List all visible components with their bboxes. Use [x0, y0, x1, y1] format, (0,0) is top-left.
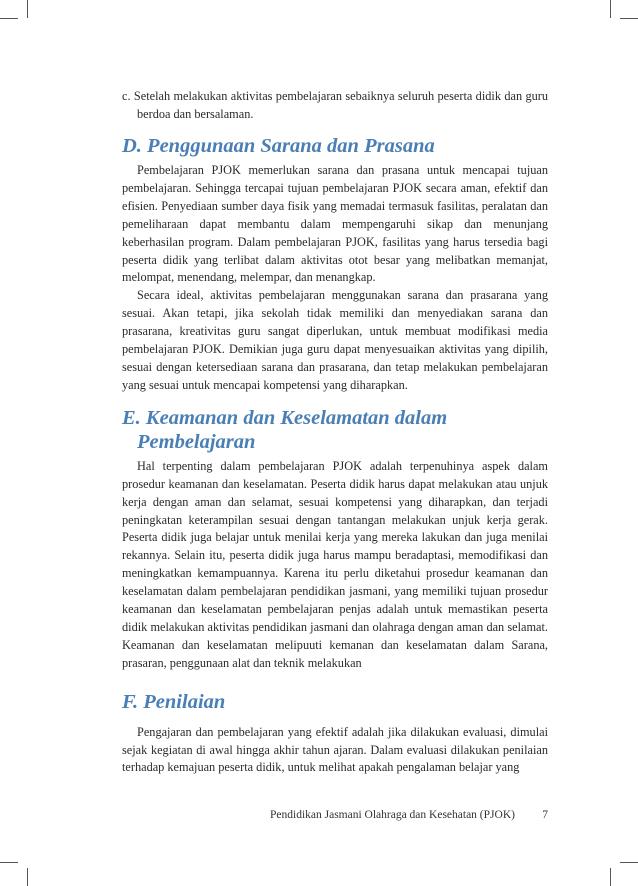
section-e-heading-line1: E. Keamanan dan Keselamatan dalam: [122, 406, 448, 429]
section-e-heading: [122, 406, 548, 454]
footer-title: Pendidikan Jasmani Olahraga dan Kesehatan (PJOK): [270, 809, 515, 821]
section-e-heading-line2: Pembelajaran: [137, 430, 256, 453]
crop-mark: [0, 862, 18, 863]
section-e-paragraph-1: Hal terpenting dalam pembelajaran PJOK adalah terpenuhinya aspek dalam prosedur keamanan dan keselamatan. Peserta didik harus dapat melakukan atau unjuk kerja dengan aman dan selamat, sesuai kompetensi yang diharapkan, dan terjadi peningkatan keterampilan sesuai dengan tantangan melakukan unjuk kerja gerak. Peserta didik juga belajar untuk menilai kerja yang mereka lakukan dan juga menilai rekannya. Selain itu, peserta didik juga harus mampu beradaptasi, memodifikasi dan meningkatkan kemampuannya. Karena itu perlu diketahui prosedur keamanan dan keselamatan dalam pembelajaran pendidikan jasmani, yang memiliki tujuan prosedur keamanan dan keselamatan pembelajaran penjas adalah untuk memastikan peserta didik melakukan aktivitas pendidikan jasmani dan olahraga dengan aman dan selamat. Keamanan dan keselamatan melipuuti kemanan dan keselamatan dalam Sarana, prasaran, penggunaan alat dan teknik melakukan: [122, 458, 548, 670]
section-d-paragraph-1: Pembelajaran PJOK memerlukan sarana dan prasana untuk mencapai tujuan pembelajaran. Sehingga tercapai tujuan pembelajaran PJOK secara aman, efektif dan efisien. Penyediaan sumber daya fisik yang memadai termasuk fasilitas, peralatan dan pemeliharaan dapat membantu dalam mempengaruhi sikap dan menunjang keberhasilan program. Dalam pembelajaran PJOK, fasilitas yang harus tersedia bagi peserta didik yang terlibat dalam aktivitas otot besar yang melibatkan memanjat, melompat, menendang, melempar, dan menangkap.: [122, 163, 548, 285]
section-f-paragraph-1: Pengajaran dan pembelajaran yang efektif adalah jika dilakukan evaluasi, dimulai sejak kegiatan di awal hingga akhir tahun ajaran. Dalam evaluasi dilakukan penilaian terhadap kemajuan peserta didik, untuk melihat apakah pengalaman belajar yang: [122, 724, 548, 775]
crop-mark: [0, 18, 18, 19]
section-d-heading: D. Penggunaan Sarana dan Prasana: [122, 135, 435, 157]
page-content: [122, 88, 548, 777]
crop-mark: [620, 862, 638, 863]
crop-mark: [620, 18, 638, 19]
page-number: 7: [542, 809, 548, 821]
page-footer: [270, 809, 548, 821]
crop-mark: [610, 868, 611, 886]
section-f-heading: F. Penilaian: [122, 690, 226, 713]
crop-mark: [27, 868, 28, 886]
crop-mark: [27, 0, 28, 18]
section-d-paragraph-2: Secara ideal, aktivitas pembelajaran menggunakan sarana dan prasarana yang sesuai. Akan tetapi, jika sekolah tidak memiliki dan menyediakan sarana dan prasarana, kreativitas guru sangat diperlukan, untuk membuat modifikasi media pembelajaran PJOK. Demikian juga guru dapat menyesuaikan aktivitas yang dipilih, sesuai dengan ketersediaan sarana dan prasarana, dan tetap melakukan pembelajaran yang sesuai untuk mencapai kompetensi yang diharapkan.: [122, 288, 548, 392]
crop-mark: [610, 0, 611, 18]
list-item-c: c. Setelah melakukan aktivitas pembelajaran sebaiknya seluruh peserta didik dan guru berdoa dan bersalaman.: [122, 89, 548, 121]
